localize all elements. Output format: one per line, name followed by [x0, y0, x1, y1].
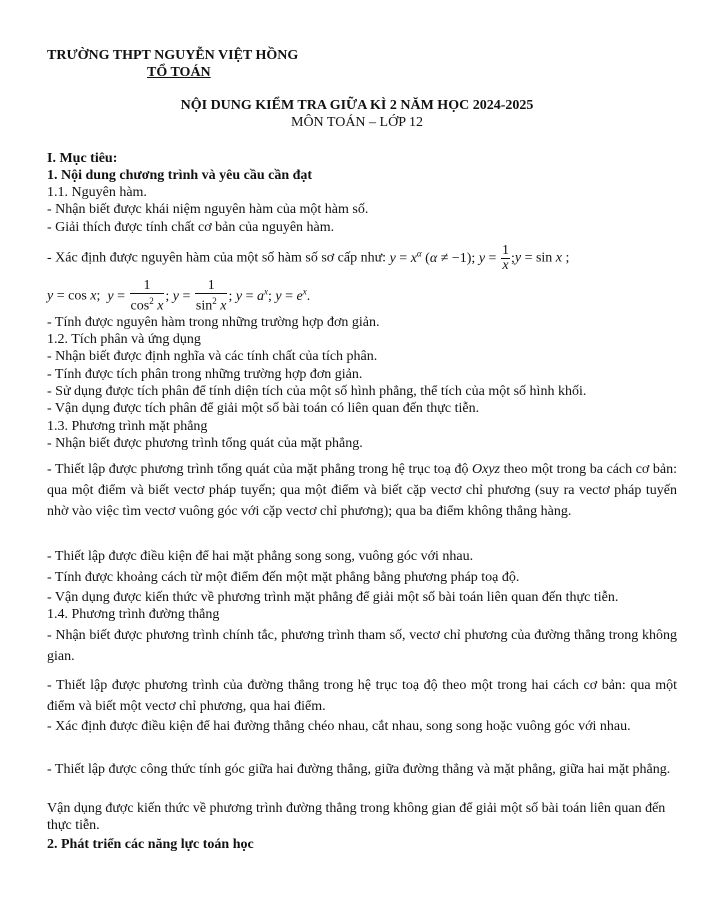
s13-line1: - Nhận biết được phương trình tổng quát của mặt phẳng. — [47, 436, 363, 451]
s12-title: 1.2. Tích phân và ứng dụng — [47, 332, 201, 347]
oxyz-symbol: Oxyz — [472, 462, 501, 477]
formula-exp-e: $y = e^x$. — [275, 286, 311, 304]
s14-paragraph3: - Xác định được điều kiện để hai đường thẳng chéo nhau, cắt nhau, song song hoặc vuông góc với nhau. — [47, 719, 631, 734]
formula-cos: y = cos x; — [47, 288, 101, 304]
formula-reciprocal: y = $\frac{1}{x}$ ; — [478, 242, 515, 273]
formula-sin: y = sin x ; — [514, 250, 570, 266]
s13-line2: - Thiết lập được điều kiện để hai mặt phẳng song song, vuông góc với nhau. — [47, 549, 474, 564]
formula-inv-cos2: y = $\frac{1}{\cos^2 x}$ ; — [107, 278, 170, 314]
section2-heading: 2. Phát triển các năng lực toán học — [47, 837, 254, 852]
document-subtitle: MÔN TOÁN – LỚP 12 — [291, 115, 423, 130]
s11-title: 1.1. Nguyên hàm. — [47, 185, 147, 200]
s12-line2: - Tính được tích phân trong những trường hợp đơn giản. — [47, 367, 363, 382]
formula-power: $y = x^\alpha$ (α ≠ −1); — [389, 248, 476, 266]
document-title: NỘI DUNG KIỂM TRA GIỮA KÌ 2 NĂM HỌC 2024-2025 — [180, 98, 534, 113]
s11-line1: - Nhận biết được khái niệm nguyên hàm của một hàm số. — [47, 202, 369, 217]
s12-line3: - Sử dụng được tích phân để tính diện tích của một số hình phẳng, thể tích của một số hình khối. — [47, 384, 587, 399]
department-name: TỔ TOÁN — [147, 65, 211, 80]
section-heading: I. Mục tiêu: — [47, 151, 118, 166]
s12-line1: - Nhận biết được định nghĩa và các tính chất của tích phân. — [47, 349, 378, 364]
s11-line2: - Giải thích được tính chất cơ bản của nguyên hàm. — [47, 220, 335, 235]
s13-line3: - Tính được khoảng cách từ một điểm đến một mặt phẳng bằng phương pháp toạ độ. — [47, 570, 520, 585]
s13-line4: - Vận dụng được kiến thức về phương trình mặt phẳng để giải một số bài toán liên quan đến thực tiễn. — [47, 590, 619, 605]
s14-paragraph4: - Thiết lập được công thức tính góc giữa hai đường thẳng, giữa đường thẳng và mặt phẳng, giữa hai mặt phẳng. — [47, 762, 671, 777]
s11-line5: - Tính được nguyên hàm trong những trường hợp đơn giản. — [47, 315, 380, 330]
s14-title: 1.4. Phương trình đường thẳng — [47, 607, 220, 622]
s13-paragraph1 — [47, 459, 677, 522]
s13-p1-part2: theo một trong ba cách cơ bản: qua một điểm và biết vectơ pháp tuyến; qua một điểm và biết cặp vectơ chỉ phương (suy ra vectơ pháp tuyến nhờ vào việc tìm vectơ vuông góc với cặp vectơ chỉ phương); qua ba điểm không thẳng hàng. — [47, 462, 677, 519]
s13-title: 1.3. Phương trình mặt phẳng — [47, 419, 208, 434]
subsection-heading: 1. Nội dung chương trình và yêu cầu cần đạt — [47, 168, 313, 183]
s14-paragraph5: Vận dụng được kiến thức về phương trình đường thẳng trong không gian để giải một số bài toán liên quan đến thực tiễn. — [47, 801, 666, 833]
s11-line4 — [47, 274, 310, 314]
formula-exp-a: $y = a^x$; — [235, 286, 272, 304]
s11-line3-text: - Xác định được nguyên hàm của một số hàm số sơ cấp như: — [47, 250, 387, 266]
s14-paragraph1: - Nhận biết được phương trình chính tắc, phương trình tham số, vectơ chỉ phương của đường thẳng trong không gian. — [47, 628, 677, 664]
s12-line4: - Vận dụng được tích phân để giải một số bài toán có liên quan đến thực tiễn. — [47, 401, 480, 416]
school-name: TRƯỜNG THPT NGUYỄN VIỆT HỒNG — [47, 48, 299, 63]
s13-p1-part1: - Thiết lập được phương trình tổng quát của mặt phẳng trong hệ trục toạ độ — [47, 462, 473, 477]
s14-paragraph2: - Thiết lập được phương trình của đường thẳng trong hệ trục toạ độ theo một trong hai cách cơ bản: qua một điểm và biết một vectơ chỉ phương, qua hai điểm. — [47, 678, 677, 714]
s11-line3 — [47, 236, 569, 276]
formula-inv-sin2: y = $\frac{1}{\sin^2 x}$ ; — [172, 278, 233, 314]
